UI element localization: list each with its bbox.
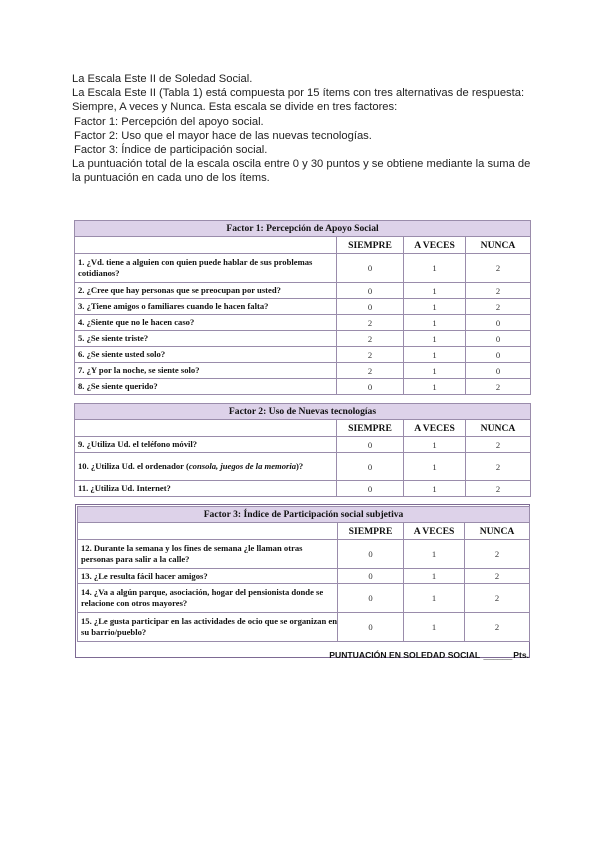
table-row xyxy=(75,379,531,395)
factor-title: Factor 2: Uso de Nuevas tecnologías xyxy=(75,404,531,420)
total-label: PUNTUACIÓN EN SOLEDAD SOCIAL xyxy=(329,650,481,660)
question: 8. ¿Se siente querido? xyxy=(75,379,337,395)
question-text: 10. ¿Utiliza Ud. el ordenador ( xyxy=(78,461,189,471)
score-siempre: 2 xyxy=(337,363,404,379)
score-siempre: 0 xyxy=(338,613,404,642)
factor-2-table xyxy=(74,403,531,497)
empty-header-cell xyxy=(75,237,337,254)
score-a-veces: 1 xyxy=(404,363,466,379)
score-nunca: 2 xyxy=(466,379,531,395)
intro-line: La puntuación total de la escala oscila entre 0 y 30 puntos y se obtiene mediante la suma de xyxy=(72,158,531,171)
total-blank[interactable]: ______ xyxy=(483,650,513,660)
score-siempre: 0 xyxy=(337,299,404,315)
score-siempre: 0 xyxy=(338,584,404,613)
score-a-veces: 1 xyxy=(404,569,465,584)
intro-text xyxy=(72,72,542,186)
intro-line: La Escala Este II de Soledad Social. xyxy=(72,73,253,85)
question: 2. ¿Cree que hay personas que se preocupan por usted? xyxy=(75,283,337,299)
col-nunca: NUNCA xyxy=(465,523,530,540)
score-a-veces: 1 xyxy=(404,453,466,481)
factor-1-table xyxy=(74,220,531,395)
score-siempre: 2 xyxy=(337,331,404,347)
intro-line: Factor 3: Índice de participación social. xyxy=(74,144,268,157)
question: 6. ¿Se siente usted solo? xyxy=(75,347,337,363)
table-row xyxy=(75,254,531,283)
score-nunca: 0 xyxy=(466,331,531,347)
question-italic: consola, juegos de la memoria xyxy=(188,461,297,471)
table-row xyxy=(75,283,531,299)
table-row xyxy=(78,613,530,642)
question: 7. ¿Y por la noche, se siente solo? xyxy=(75,363,337,379)
col-nunca: NUNCA xyxy=(466,237,531,254)
score-nunca: 2 xyxy=(466,283,531,299)
question: 5. ¿Se siente triste? xyxy=(75,331,337,347)
col-siempre: SIEMPRE xyxy=(338,523,404,540)
empty-header-cell xyxy=(75,420,337,437)
col-siempre: SIEMPRE xyxy=(337,237,404,254)
score-nunca: 0 xyxy=(466,347,531,363)
score-siempre: 0 xyxy=(337,254,404,283)
score-siempre: 0 xyxy=(338,540,404,569)
factor-3-table xyxy=(77,506,530,642)
score-nunca: 0 xyxy=(466,363,531,379)
score-siempre: 0 xyxy=(337,437,404,453)
score-nunca: 2 xyxy=(466,453,531,481)
score-nunca: 2 xyxy=(465,569,530,584)
score-siempre: 0 xyxy=(338,569,404,584)
question: 15. ¿Le gusta participar en las actividades de ocio que se organizan en su barrio/pueblo? xyxy=(78,613,338,642)
table-row xyxy=(75,453,531,481)
score-nunca: 2 xyxy=(466,299,531,315)
table-row xyxy=(75,481,531,497)
col-a-veces: A VECES xyxy=(404,237,466,254)
score-a-veces: 1 xyxy=(404,481,466,497)
intro-line: La Escala Este II (Tabla 1) está compuesta por 15 ítems con tres alternativas de respuesta: xyxy=(72,87,525,100)
score-a-veces: 1 xyxy=(404,347,466,363)
table-row xyxy=(78,540,530,569)
question: 1. ¿Vd. tiene a alguien con quien puede hablar de sus problemas cotidianos? xyxy=(75,254,337,283)
score-a-veces: 1 xyxy=(404,254,466,283)
score-a-veces: 1 xyxy=(404,584,465,613)
score-nunca: 2 xyxy=(466,254,531,283)
table-row xyxy=(78,569,530,584)
score-siempre: 0 xyxy=(337,379,404,395)
question: 9. ¿Utiliza Ud. el teléfono móvil? xyxy=(75,437,337,453)
table-row xyxy=(78,584,530,613)
question: 4. ¿Siente que no le hacen caso? xyxy=(75,315,337,331)
total-score-line xyxy=(74,650,529,663)
col-a-veces: A VECES xyxy=(404,420,466,437)
score-a-veces: 1 xyxy=(404,331,466,347)
score-a-veces: 1 xyxy=(404,299,466,315)
score-siempre: 0 xyxy=(337,283,404,299)
score-a-veces: 1 xyxy=(404,379,466,395)
score-nunca: 2 xyxy=(466,437,531,453)
score-siempre: 0 xyxy=(337,481,404,497)
table-row xyxy=(75,347,531,363)
question: 13. ¿Le resulta fácil hacer amigos? xyxy=(78,569,338,584)
column-headers xyxy=(75,237,531,254)
question-text: )? xyxy=(296,461,304,471)
score-a-veces: 1 xyxy=(404,540,465,569)
intro-line: Factor 1: Percepción del apoyo social. xyxy=(74,115,264,128)
table-row xyxy=(75,363,531,379)
col-nunca: NUNCA xyxy=(466,420,531,437)
table-row xyxy=(75,299,531,315)
score-nunca: 2 xyxy=(465,613,530,642)
col-siempre: SIEMPRE xyxy=(337,420,404,437)
question: 14. ¿Va a algún parque, asociación, hogar del pensionista donde se relacione con otros mayores? xyxy=(78,584,338,613)
table-row xyxy=(75,315,531,331)
table-row xyxy=(75,331,531,347)
question: 12. Durante la semana y los fines de semana ¿le llaman otras personas para salir a la calle? xyxy=(78,540,338,569)
score-a-veces: 1 xyxy=(404,283,466,299)
total-suffix: Pts. xyxy=(513,650,529,660)
score-siempre: 2 xyxy=(337,347,404,363)
col-a-veces: A VECES xyxy=(404,523,465,540)
score-a-veces: 1 xyxy=(404,437,466,453)
intro-line: Siempre, A veces y Nunca. Esta escala se divide en tres factores: xyxy=(72,101,398,114)
empty-header-cell xyxy=(78,523,338,540)
score-nunca: 2 xyxy=(465,584,530,613)
score-a-veces: 1 xyxy=(404,613,465,642)
factor-title: Factor 1: Percepción de Apoyo Social xyxy=(75,221,531,237)
question: 3. ¿Tiene amigos o familiares cuando le hacen falta? xyxy=(75,299,337,315)
column-headers xyxy=(78,523,530,540)
score-siempre: 0 xyxy=(337,453,404,481)
question xyxy=(75,453,337,481)
intro-line: la puntuación en cada uno de los ítems. xyxy=(72,172,270,185)
score-siempre: 2 xyxy=(337,315,404,331)
score-nunca: 2 xyxy=(465,540,530,569)
question: 11. ¿Utiliza Ud. Internet? xyxy=(75,481,337,497)
column-headers xyxy=(75,420,531,437)
score-nunca: 2 xyxy=(466,481,531,497)
score-nunca: 0 xyxy=(466,315,531,331)
table-row xyxy=(75,437,531,453)
score-a-veces: 1 xyxy=(404,315,466,331)
intro-line: Factor 2: Uso que el mayor hace de las nuevas tecnologías. xyxy=(74,129,372,142)
factor-title: Factor 3: Índice de Participación social subjetiva xyxy=(78,507,530,523)
